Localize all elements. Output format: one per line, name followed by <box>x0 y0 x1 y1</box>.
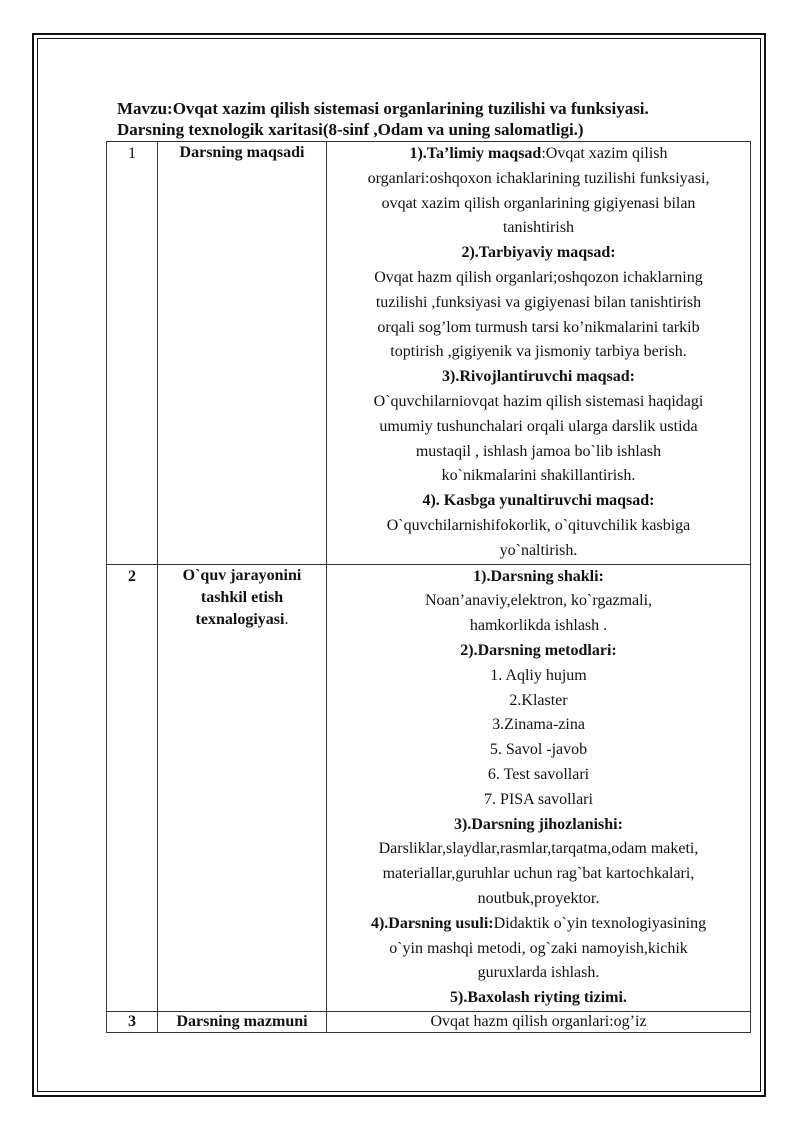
content-line: Ovqat hazm qilish organlari:og’iz <box>430 1012 647 1030</box>
table-row <box>107 564 751 1011</box>
content-heading: 3).Rivojlantiruvchi maqsad: <box>442 368 635 386</box>
content-line: mustaqil , ishlash jamoa bo`lib ishlash <box>415 442 662 460</box>
content-line: o`yin mashqi metodi, og`zaki namoyish,kichik <box>389 939 688 957</box>
row-content <box>327 1011 751 1032</box>
content-heading: 1).Darsning shakli: <box>473 567 604 585</box>
content-heading: 5).Baxolash riyting tizimi. <box>450 989 627 1007</box>
row-title: O`quv jarayonini tashkil etish texnalogiyasi. <box>158 564 327 1011</box>
technology-map-table <box>106 141 751 1033</box>
content-line: noutbuk,proyektor. <box>477 889 600 907</box>
content-heading: 2).Tarbiyaviy maqsad: <box>461 244 616 262</box>
row-content <box>327 564 751 1011</box>
content-line: 7. PISA savollari <box>484 790 593 808</box>
content-line: 3.Zinama-zina <box>492 716 585 734</box>
content-line: guruxlarda ishlash. <box>477 964 600 982</box>
content-line: ovqat xazim qilish organlarining gigiyenasi bilan <box>381 194 696 212</box>
row-number: 3 <box>107 1011 158 1032</box>
content-line: O`quvchilarnishifokorlik, o`qituvchilik kasbiga <box>386 516 691 534</box>
document-heading <box>117 98 757 140</box>
row-title: Darsning maqsadi <box>158 142 327 565</box>
content-line: 1. Aqliy hujum <box>490 666 587 684</box>
content-line: 2.Klaster <box>509 691 568 709</box>
content-line: organlari:oshqoxon ichaklarining tuzilishi funksiyasi, <box>367 169 710 187</box>
table-row <box>107 1011 751 1032</box>
content-line: 6. Test savollari <box>487 765 590 783</box>
content-line: Noan’anaviy,elektron, ko`rgazmali, <box>424 592 653 610</box>
row-number: 2 <box>107 564 158 1011</box>
content-line: yo`naltirish. <box>499 541 578 559</box>
content-line: Darsliklar,slaydlar,rasmlar,tarqatma,odam maketi, <box>378 840 699 858</box>
row-title: Darsning mazmuni <box>158 1011 327 1032</box>
content-line: tuzilishi ,funksiyasi va gigiyenasi bilan tanishtirish <box>375 293 702 311</box>
content-line: umumiy tushunchalari orqali ularga darslik ustida <box>379 417 698 435</box>
content-line: Ovqat hazm qilish organlari;oshqozon ichaklarning <box>374 268 703 286</box>
content-line: 5. Savol -javob <box>489 741 588 759</box>
content-line: orqali sog’lom turmush tarsi ko’nikmalarini tarkib <box>377 318 700 336</box>
content-line: 1).Ta’limiy maqsad:Ovqat xazim qilish <box>409 145 668 162</box>
content-heading: 2).Darsning metodlari: <box>460 641 617 659</box>
table-row <box>107 142 751 565</box>
content-line: tanishtirish <box>502 219 575 237</box>
content-line: toptirish ,gigiyenik va jismoniy tarbiya berish. <box>390 343 687 361</box>
map-subtitle: Darsning texnologik xaritasi(8-sinf ,Odam va uning salomatligi.) <box>117 120 584 139</box>
row-content <box>327 142 751 565</box>
row-number: 1 <box>107 142 158 565</box>
topic-title: Mavzu:Ovqat xazim qilish sistemasi organlarining tuzilishi va funksiyasi. <box>117 99 649 118</box>
content-line: hamkorlikda ishlash . <box>469 617 608 635</box>
content-line: O`quvchilarniovqat hazim qilish sistemasi haqidagi <box>373 392 704 410</box>
content-line: ko`nikmalarini shakillantirish. <box>441 467 636 485</box>
content-line: materiallar,guruhlar uchun rag`bat kartochkalari, <box>382 865 695 883</box>
content-line: 4).Darsning usuli:Didaktik o`yin texnologiyasining <box>370 914 707 932</box>
content-heading: 4). Kasbga yunaltiruvchi maqsad: <box>422 492 655 510</box>
content-heading: 3).Darsning jihozlanishi: <box>454 815 623 833</box>
